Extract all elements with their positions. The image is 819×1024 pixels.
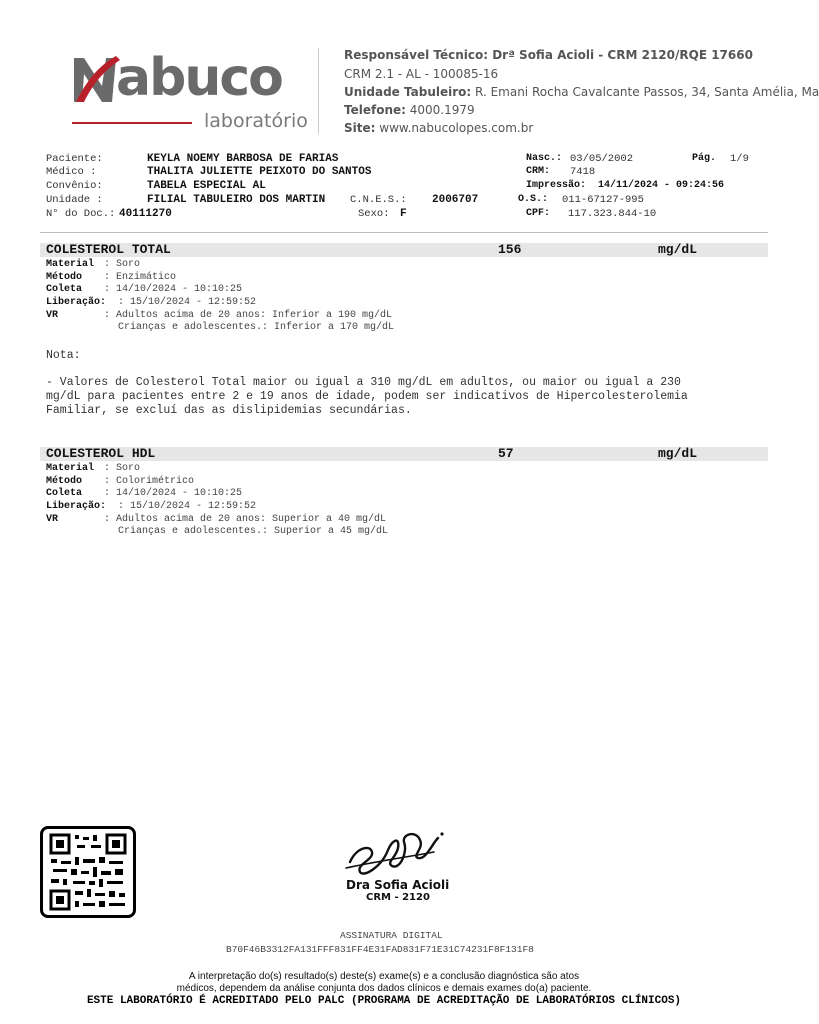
lab-unidade: Unidade Tabuleiro: R. Emani Rocha Cavalcante Passos, 34, Santa Amélia, Ma <box>344 85 819 99</box>
signature-icon <box>342 822 452 880</box>
liberacao-label: Liberação: <box>46 501 107 512</box>
qr-code-icon[interactable] <box>40 826 136 918</box>
patient-divider <box>40 232 768 233</box>
vr-value-2: Crianças e adolescentes.: Inferior a 170 mg/dL <box>118 322 395 333</box>
vr-value-1: : Adultos acima de 20 anos: Inferior a 190 mg/dL <box>104 310 393 321</box>
nota-line-3: Familiar, se excluí das as dislipidemias secundárias. <box>46 404 412 417</box>
lab-telefone: Telefone: 4000.1979 <box>344 103 475 117</box>
nasc-label: Nasc.: <box>526 153 563 164</box>
os-value: 011-67127-995 <box>562 194 644 206</box>
exam-value: 57 <box>498 446 514 461</box>
sexo-value: F <box>400 208 407 220</box>
paciente-value: KEYLA NOEMY BARBOSA DE FARIAS <box>147 153 339 165</box>
coleta-value: : 14/10/2024 - 10:10:25 <box>104 284 243 295</box>
unidade-value: FILIAL TABULEIRO DOS MARTIN <box>147 194 326 206</box>
cnes-label: C.N.E.S.: <box>350 194 407 206</box>
exam-name: COLESTEROL HDL <box>46 446 156 461</box>
exam-unit: mg/dL <box>658 242 698 257</box>
coleta-label: Coleta <box>46 284 83 295</box>
signer-crm: CRM - 2120 <box>366 892 430 903</box>
signer-name: Dra Sofia Acioli <box>346 878 450 892</box>
sexo-label: Sexo: <box>358 208 390 220</box>
material-label: Material <box>46 259 95 270</box>
medico-label: Médico : <box>46 166 97 178</box>
vr-value-1: : Adultos acima de 20 anos: Superior a 40 mg/dL <box>104 514 387 525</box>
convenio-value: TABELA ESPECIAL AL <box>147 180 266 192</box>
resp-tecnico: Responsável Técnico: Drª Sofia Acioli - CRM 2120/RQE 17660 <box>344 48 753 62</box>
logo-divider <box>72 122 192 124</box>
convenio-label: Convênio: <box>46 180 103 192</box>
metodo-label: Método <box>46 476 83 487</box>
metodo-value: : Enzimático <box>104 272 177 283</box>
lab-name-visible: abuco <box>116 48 282 108</box>
cpf-value: 117.323.844-10 <box>568 208 657 220</box>
metodo-value: : Colorimétrico <box>104 476 195 487</box>
header-separator <box>318 48 319 134</box>
lab-crm: CRM 2.1 - AL - 100085-16 <box>344 67 499 81</box>
vr-value-2: Crianças e adolescentes.: Superior a 45 mg/dL <box>118 526 389 537</box>
coleta-label: Coleta <box>46 488 83 499</box>
doc-value: 40111270 <box>119 208 172 220</box>
impressao-label: Impressão: <box>526 180 587 191</box>
assinatura-hash: B70F46B3312FA131FFF831FF4E31FAD831F71E31C74231F8F131F8 <box>226 944 534 955</box>
pag-label: Pág. <box>692 153 717 164</box>
disclaimer-line-1: A interpretação do(s) resultado(s) deste(s) exame(s) e a conclusão diagnóstica são atos <box>188 971 580 982</box>
disclaimer-line-2: médicos, dependem da análise conjunta dos dados clínicos e demais exames do(a) paciente. <box>176 983 592 994</box>
acreditacao-statement: ESTE LABORATÓRIO É ACREDITADO PELO PALC (PROGRAMA DE ACREDITAÇÃO DE LABORATÓRIOS CLÍNICOS) <box>86 995 682 1007</box>
exam-unit: mg/dL <box>658 446 698 461</box>
metodo-label: Método <box>46 272 83 283</box>
crm-value: 7418 <box>570 166 596 178</box>
liberacao-value: : 15/10/2024 - 12:59:52 <box>118 297 257 308</box>
material-value: : Soro <box>104 259 141 270</box>
liberacao-value: : 15/10/2024 - 12:59:52 <box>118 501 257 512</box>
pag-value: 1/9 <box>730 153 749 165</box>
nota-line-1: - Valores de Colesterol Total maior ou igual a 310 mg/dL em adultos, ou maior ou igual a 230 <box>46 376 681 389</box>
vr-label: VR <box>46 310 59 321</box>
material-value: : Soro <box>104 463 141 474</box>
unidade-label: Unidade : <box>46 194 103 206</box>
lab-site[interactable]: Site: www.nabucolopes.com.br <box>344 121 534 135</box>
crm-label: CRM: <box>526 166 551 177</box>
nasc-value: 03/05/2002 <box>570 153 634 165</box>
doc-label: N° do Doc.: <box>46 208 116 220</box>
cpf-label: CPF: <box>526 208 551 219</box>
nota-line-2: mg/dL para pacientes entre 2 e 19 anos de idade, podem ser indicativos de Hipercolesterolemia <box>46 390 688 403</box>
paciente-label: Paciente: <box>46 153 103 165</box>
exam-name: COLESTEROL TOTAL <box>46 242 171 257</box>
vr-label: VR <box>46 514 59 525</box>
medico-value: THALITA JULIETTE PEIXOTO DO SANTOS <box>147 166 372 178</box>
liberacao-label: Liberação: <box>46 297 107 308</box>
nota-title: Nota: <box>46 349 81 362</box>
assinatura-label: ASSINATURA DIGITAL <box>340 930 443 941</box>
material-label: Material <box>46 463 95 474</box>
exam-value: 156 <box>498 242 522 257</box>
cnes-value: 2006707 <box>432 194 479 206</box>
impressao-value: 14/11/2024 - 09:24:56 <box>598 180 725 191</box>
lab-subtitle: laboratório <box>204 110 308 132</box>
coleta-value: : 14/10/2024 - 10:10:25 <box>104 488 243 499</box>
os-label: O.S.: <box>518 194 549 205</box>
